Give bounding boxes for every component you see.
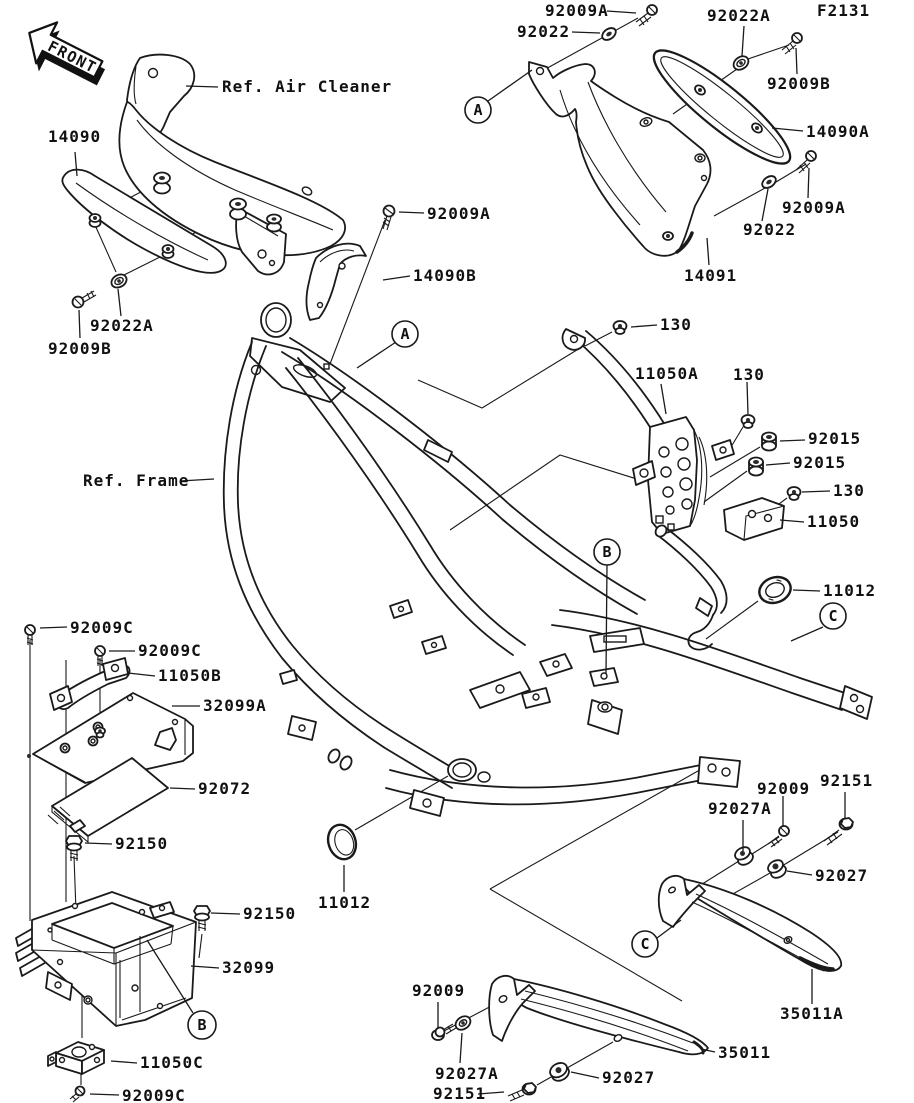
part-label-92150-2: 92150 [243, 904, 297, 923]
callout-a-mid [392, 321, 418, 347]
case-32099-line-art [16, 892, 196, 1026]
part-label-92027a-botmid: 92027A [435, 1064, 499, 1083]
part-label-92009c-2: 92009C [138, 641, 202, 660]
part-label-92009-botright: 92009 [757, 779, 811, 798]
part-label-11012-left: 11012 [318, 893, 372, 912]
rail-35011-line-art [489, 976, 708, 1055]
callout-a-top-letter: A [473, 101, 483, 119]
part-label-92015-1: 92015 [808, 429, 862, 448]
callout-c-right-letter: C [828, 607, 838, 625]
callout-a-mid-letter: A [400, 325, 410, 343]
callout-a-top [465, 97, 491, 123]
front-direction-badge [16, 13, 114, 97]
grommet-11012-right [756, 573, 795, 607]
collar-92015-1-icon [762, 433, 776, 451]
part-label-92015-2: 92015 [793, 453, 847, 472]
washer-92022a-topright-icon [731, 53, 751, 72]
part-label-35011a: 35011A [780, 1004, 844, 1023]
part-label-14090b: 14090B [413, 266, 477, 285]
part-label-92009c-1: 92009C [70, 618, 134, 637]
grommet-11012-left [324, 821, 360, 863]
callout-c-right [820, 603, 846, 629]
part-label-11012-right: 11012 [823, 581, 877, 600]
part-label-92022a-topright: 92022A [707, 6, 771, 25]
screw-92009-botright-icon [768, 826, 789, 847]
part-label-92009-botmid: 92009 [412, 981, 466, 1000]
bolt-92009b-left-icon [73, 291, 97, 308]
washer-92027a-botright-icon [733, 845, 755, 868]
rail-35011a-line-art [659, 876, 841, 971]
part-label-92009b-left: 92009B [48, 339, 112, 358]
callout-c-botright [632, 931, 658, 957]
part-label-130-3: 130 [833, 481, 865, 500]
washer-92027-botmid-icon [547, 1060, 571, 1084]
bracket-32099a-line-art [27, 693, 193, 783]
part-label-92022-right: 92022 [743, 220, 797, 239]
part-label-92027-botmid: 92027 [602, 1068, 656, 1087]
nut-130-2-icon [742, 415, 755, 428]
callout-c-botright-letter: C [640, 935, 650, 953]
bolt-92009a-right-icon [796, 151, 816, 173]
part-label-92022-top: 92022 [517, 22, 571, 41]
screw-92009a-top-icon [636, 5, 657, 26]
washer-92022-right-icon [760, 174, 778, 191]
bracket-14090b-line-art [307, 244, 367, 320]
nut-130-3-icon [788, 487, 801, 500]
part-label-92150-1: 92150 [115, 834, 169, 853]
part-label-35011: 35011 [718, 1043, 772, 1062]
part-label-11050: 11050 [807, 512, 861, 531]
part-label-130-2: 130 [733, 365, 765, 384]
nut-130-1-icon [614, 321, 627, 334]
bolt-92151-botmid-icon [508, 1083, 536, 1101]
screw-92009c-3-icon [70, 1087, 85, 1103]
part-label-32099: 32099 [222, 958, 276, 977]
part-label-92009c-3: 92009C [122, 1086, 186, 1103]
bracket-11050c-line-art [48, 1042, 104, 1074]
screw-92009a-mid-icon [383, 206, 395, 231]
part-label-92151-botmid: 92151 [433, 1084, 487, 1103]
figure-code: F2131 [817, 1, 871, 20]
ref-label-air-cleaner: Ref. Air Cleaner [222, 77, 393, 96]
part-label-92151-botright: 92151 [820, 771, 874, 790]
part-label-14090a: 14090A [806, 122, 870, 141]
washer-92027-botright-icon [766, 858, 788, 881]
washer-92022-top-icon [600, 26, 618, 43]
frame-line-art [224, 303, 872, 816]
part-label-92009a-right: 92009A [782, 198, 846, 217]
part-label-11050a: 11050A [635, 364, 699, 383]
part-label-11050b: 11050B [158, 666, 222, 685]
bolt-92151-botright-icon [824, 818, 853, 845]
part-label-92027a-botright: 92027A [708, 799, 772, 818]
part-label-32099a: 32099A [203, 696, 267, 715]
ref-label-frame: Ref. Frame [83, 471, 190, 490]
part-label-92027-botright: 92027 [815, 866, 869, 885]
callout-b-right [594, 539, 620, 565]
part-label-92072: 92072 [198, 779, 252, 798]
part-label-14091: 14091 [684, 266, 738, 285]
callout-b-left-letter: B [197, 1016, 207, 1034]
collar-92015-2-icon [749, 458, 763, 476]
callout-b-left [188, 1011, 216, 1039]
part-label-11050c: 11050C [140, 1053, 204, 1072]
callout-b-right-letter: B [602, 543, 612, 561]
part-label-130-1: 130 [660, 315, 692, 334]
front-arrow-label: FRONT [44, 37, 100, 78]
part-label-92009b-topright: 92009B [767, 74, 831, 93]
part-label-92022a-left: 92022A [90, 316, 154, 335]
bolt-92009b-topright-icon [782, 33, 802, 54]
part-label-92009a-mid: 92009A [427, 204, 491, 223]
part-label-14090: 14090 [48, 127, 102, 146]
washer-92027a-botmid-icon [453, 1013, 473, 1032]
part-label-92009a-top: 92009A [545, 1, 609, 20]
